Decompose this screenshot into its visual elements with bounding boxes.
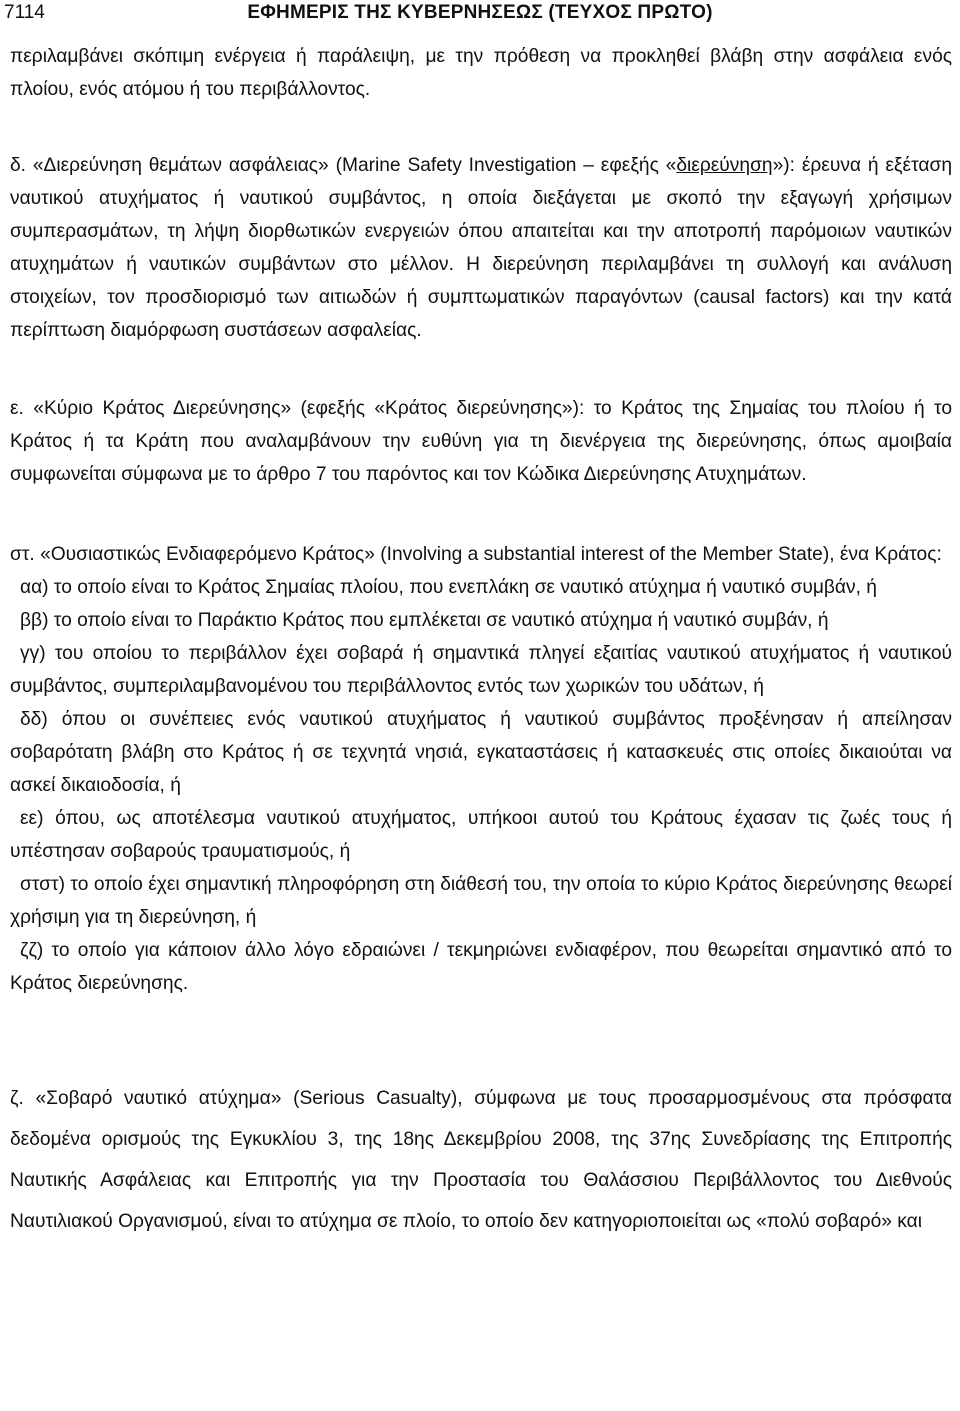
sub-item-stst: στστ) το οποίο έχει σημαντική πληροφόρηση στη διάθεσή του, την οποία το κύριο Κράτος διερεύνησης θεωρεί χρήσιμη για τη διερεύνηση, ή [10, 874, 952, 928]
paragraph-zeta: ζ. «Σοβαρό ναυτικό ατύχημα» (Serious Casualty), σύμφωνα με τους προσαρμοσμένους στα πρόσφατα δεδομένα ορισμούς της Εγκυκλίου 3, της 18ης Δεκεμβρίου 2008, της 37ης Συνεδρίασης της Επιτροπής Ναυτικής Ασφάλειας και Επιτροπής για την Προστασία του Θαλάσσιου Περιβάλλοντος του Διεθνούς Ναυτιλιακού Οργανισμού, είναι το ατύχημα σε πλοίο, το οποίο δεν κατηγοριοποιείται ως «πολύ σοβαρό» και [10, 1088, 952, 1232]
paragraph-delta-start: δ. «Διερεύνηση θεμάτων ασφάλειας» (Marine Safety Investigation – εφεξής « [10, 155, 677, 176]
paragraph-continuation: περιλαμβάνει σκόπιμη ενέργεια ή παράλειψη, με την πρόθεση να προκληθεί βλάβη στην ασφάλεια ενός πλοίου, ενός ατόμου ή του περιβάλλοντος. [10, 46, 952, 100]
paragraph-epsilon: ε. «Κύριο Κράτος Διερεύνησης» (εφεξής «Κράτος διερεύνησης»): το Κράτος της Σημαίας του πλοίου ή το Κράτος ή τα Κράτη που αναλαμβάνουν την ευθύνη για τη διενέργεια της διερεύνησης, όπως αμοιβαία συμφωνείται σύμφωνα με το άρθρο 7 του παρόντος και τον Κώδικα Διερεύνησης Ατυχημάτων. [10, 398, 952, 485]
page-number: 7114 [4, 2, 45, 23]
paragraph-delta-underlined: διερεύνηση [676, 155, 773, 176]
gazette-title: ΕΦΗΜΕΡΙΣ ΤΗΣ ΚΥΒΕΡΝΗΣΕΩΣ (ΤΕΥΧΟΣ ΠΡΩΤΟ) [247, 2, 713, 23]
paragraph-st: στ. «Ουσιαστικώς Ενδιαφερόμενο Κράτος» (Involving a substantial interest of the Member State), ένα Κράτος: [10, 544, 942, 565]
sub-item-ee: εε) όπου, ως αποτέλεσμα ναυτικού ατυχήματος, υπήκοοι αυτού του Κράτους έχασαν τις ζωές τους ή υπέστησαν σοβαρούς τραυματισμούς, ή [10, 808, 952, 862]
sub-item-dd: δδ) όπου οι συνέπειες ενός ναυτικού ατυχήματος ή ναυτικού συμβάντος προξένησαν ή απείλησαν σοβαρότατη βλάβη στο Κράτος ή σε τεχνητά νησιά, εγκαταστάσεις ή κατασκευές στις οποίες δικαιούται να ασκεί δικαιοδοσία, ή [10, 709, 952, 796]
page-header [0, 0, 960, 28]
sub-item-bb: ββ) το οποίο είναι το Παράκτιο Κράτος που εμπλέκεται σε ναυτικό ατύχημα ή ναυτικό συμβάν, ή [20, 610, 829, 631]
document-body [10, 40, 952, 1242]
sub-item-zz: ζζ) το οποίο για κάποιον άλλο λόγο εδραιώνει / τεκμηριώνει ενδιαφέρον, που θεωρείται σημαντικό από το Κράτος διερεύνησης. [10, 940, 952, 994]
sub-item-aa: αα) το οποίο είναι το Κράτος Σημαίας πλοίου, που ενεπλάκη σε ναυτικό ατύχημα ή ναυτικό συμβάν, ή [20, 577, 877, 598]
paragraph-delta-rest: »): έρευνα ή εξέταση ναυτικού ατυχήματος ή ναυτικού συμβάντος, η οποία διεξάγεται με σκοπό την εξαγωγή χρήσιμων συμπερασμάτων, τη λήψη διορθωτικών ενεργειών όπου απαιτείται και την αποτροπή παρόμοιων ναυτικών ατυχημάτων ή ναυτικών συμβάντων στο μέλλον. Η διερεύνηση περιλαμβάνει τη συλλογή και ανάλυση στοιχείων, τον προσδιορισμό των αιτιωδών ή συμπτωματικών παραγόντων (causal factors) και την κατά περίπτωση διαμόρφωση συστάσεων ασφαλείας. [10, 155, 952, 341]
paragraph-delta [10, 149, 952, 347]
sub-item-gg: γγ) του οποίου το περιβάλλον έχει σοβαρά ή σημαντικά πληγεί εξαιτίας ναυτικού ατυχήματος ή ναυτικού συμβάντος, συμπεριλαμβανομένου του περιβάλλοντος εντός των χωρικών του υδάτων, ή [10, 643, 952, 697]
